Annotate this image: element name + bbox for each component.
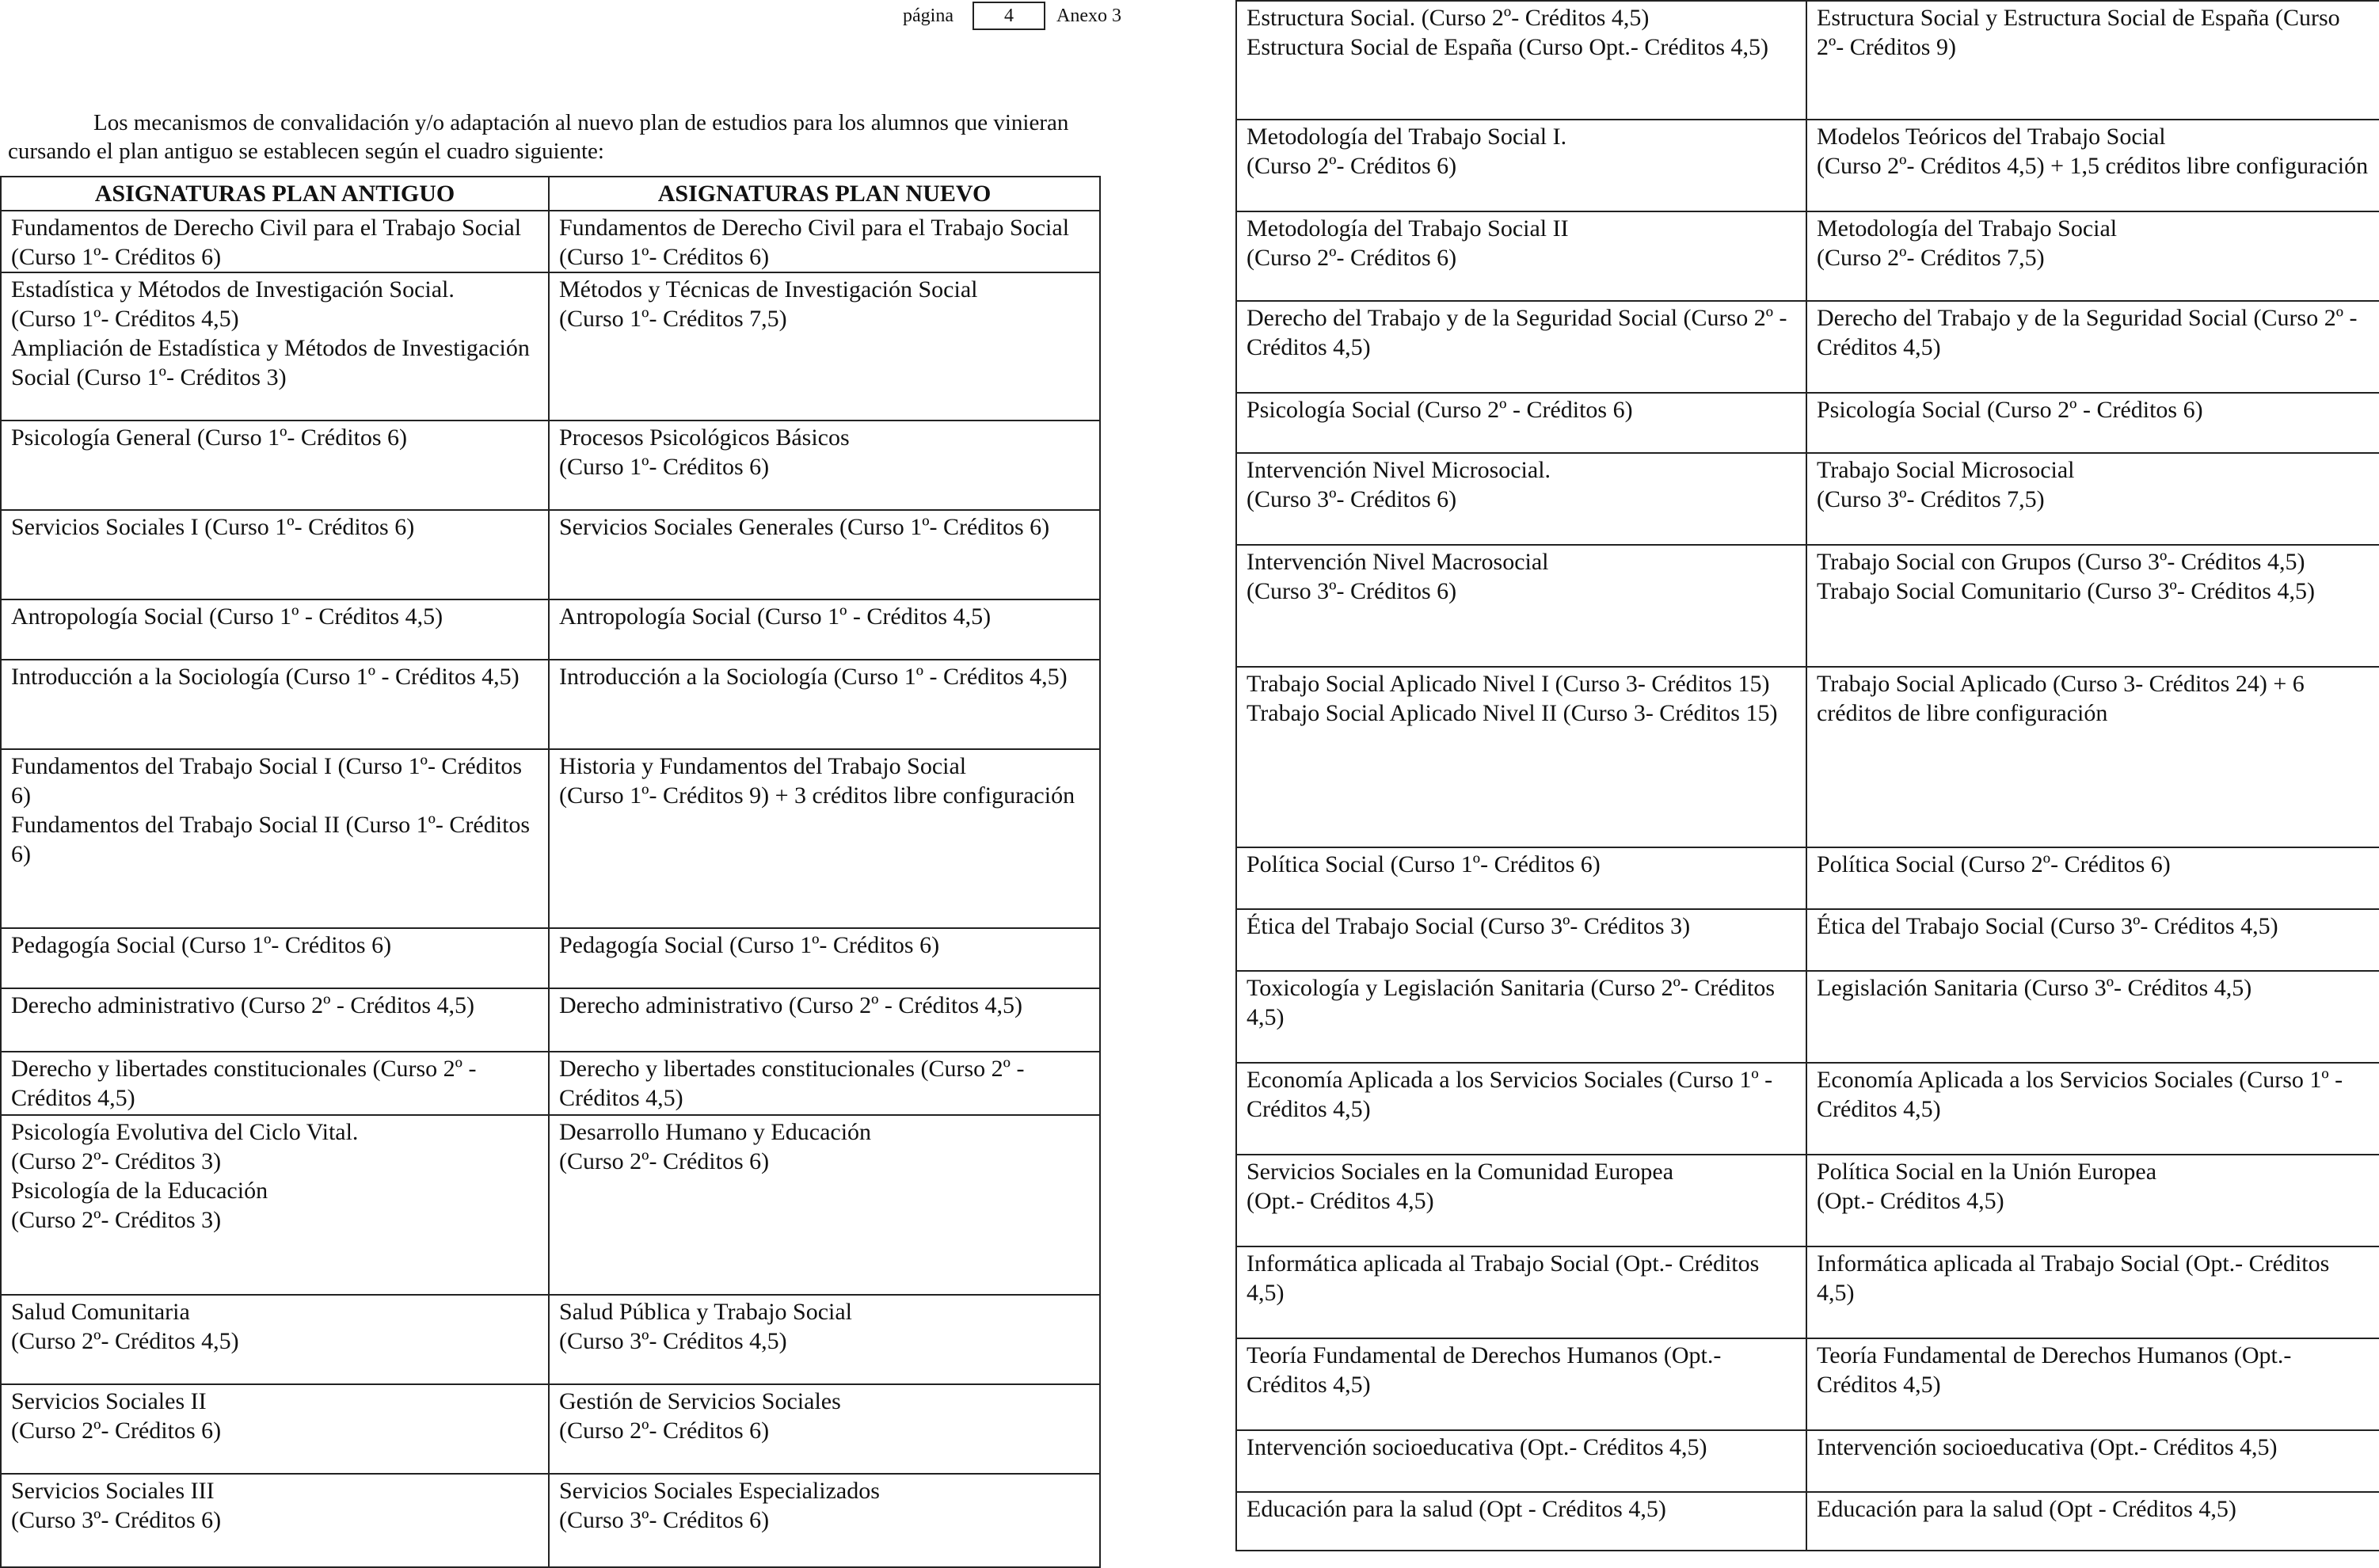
table-row bbox=[1, 988, 1100, 1052]
cell-line: (Curso 3º- Créditos 6) bbox=[11, 1507, 222, 1533]
table-row bbox=[1, 421, 1100, 510]
table-row bbox=[1236, 393, 2379, 453]
cell-line: Servicios Sociales Especializados bbox=[559, 1478, 880, 1504]
new-subject-cell bbox=[1806, 1246, 2379, 1338]
cell-line: Psicología de la Educación bbox=[11, 1178, 268, 1204]
right-conversion-table bbox=[1235, 0, 2379, 1551]
cell-line: Intervención socioeducativa (Opt.- Créditos 4,5) bbox=[1247, 1434, 1707, 1460]
cell-line: Salud Pública y Trabajo Social bbox=[559, 1299, 852, 1325]
cell-line: (Curso 3º- Créditos 6) bbox=[1247, 578, 1457, 604]
cell-line: Derecho del Trabajo y de la Seguridad Social (Curso 2º - Créditos 4,5) bbox=[1247, 305, 1787, 360]
cell-line: Antropología Social (Curso 1º - Créditos 4,5) bbox=[11, 603, 443, 630]
cell-line: Metodología del Trabajo Social bbox=[1817, 215, 2118, 242]
table-row bbox=[1236, 1, 2379, 120]
old-subject-cell bbox=[1, 1474, 549, 1567]
table-row bbox=[1236, 667, 2379, 847]
pagina-label: página bbox=[903, 5, 954, 26]
cell-line: Servicios Sociales Generales (Curso 1º- Créditos 6) bbox=[559, 514, 1050, 540]
cell-line: Derecho y libertades constitucionales (Curso 2º - Créditos 4,5) bbox=[559, 1056, 1025, 1111]
old-subject-cell bbox=[1236, 1155, 1806, 1246]
old-subject-cell bbox=[1236, 545, 1806, 667]
new-subject-cell bbox=[1806, 667, 2379, 847]
cell-line: Psicología Evolutiva del Ciclo Vital. bbox=[11, 1119, 359, 1145]
table-row bbox=[1236, 301, 2379, 393]
old-subject-cell bbox=[1, 660, 549, 749]
cell-line: Estructura Social y Estructura Social de España (Curso 2º- Créditos 9) bbox=[1817, 5, 2340, 60]
cell-line: Toxicología y Legislación Sanitaria (Curso 2º- Créditos 4,5) bbox=[1247, 975, 1776, 1030]
cell-line: Trabajo Social Aplicado Nivel I (Curso 3- Créditos 15) bbox=[1247, 671, 1770, 697]
table-row bbox=[1, 749, 1100, 928]
old-subject-cell bbox=[1236, 909, 1806, 971]
cell-line: (Curso 2º- Créditos 6) bbox=[1247, 245, 1457, 271]
table-row bbox=[1236, 545, 2379, 667]
old-subject-cell bbox=[1236, 667, 1806, 847]
new-subject-cell bbox=[549, 749, 1100, 928]
cell-line: Servicios Sociales en la Comunidad Europea bbox=[1247, 1159, 1674, 1185]
old-subject-cell bbox=[1, 599, 549, 660]
cell-line: (Curso 3º- Créditos 6) bbox=[1247, 486, 1457, 512]
cell-line: Metodología del Trabajo Social I. bbox=[1247, 124, 1567, 150]
new-subject-cell bbox=[549, 211, 1100, 272]
table-row bbox=[1, 272, 1100, 421]
old-subject-cell bbox=[1236, 453, 1806, 545]
cell-line: Antropología Social (Curso 1º - Créditos 4,5) bbox=[559, 603, 992, 630]
cell-line: Educación para la salud (Opt - Créditos 4,5) bbox=[1817, 1496, 2236, 1522]
cell-line: (Curso 2º- Créditos 4,5) bbox=[11, 1328, 239, 1354]
old-subject-cell bbox=[1, 510, 549, 599]
new-subject-cell bbox=[549, 1115, 1100, 1295]
old-subject-cell bbox=[1, 988, 549, 1052]
new-subject-cell bbox=[549, 1295, 1100, 1384]
cell-line: (Curso 2º- Créditos 6) bbox=[559, 1148, 770, 1174]
cell-line: (Curso 3º- Créditos 6) bbox=[559, 1507, 770, 1533]
cell-line: Trabajo Social con Grupos (Curso 3º- Créditos 4,5) bbox=[1817, 549, 2305, 575]
cell-line: Pedagogía Social (Curso 1º- Créditos 6) bbox=[11, 932, 392, 958]
old-subject-cell bbox=[1236, 847, 1806, 909]
old-subject-cell bbox=[1, 928, 549, 988]
old-subject-cell bbox=[1236, 1063, 1806, 1155]
cell-line: (Curso 1º- Créditos 7,5) bbox=[559, 306, 787, 332]
new-subject-cell bbox=[1806, 211, 2379, 301]
old-subject-cell bbox=[1, 211, 549, 272]
cell-line: Informática aplicada al Trabajo Social (Opt.- Créditos 4,5) bbox=[1247, 1250, 1760, 1306]
header-new-plan: ASIGNATURAS PLAN NUEVO bbox=[549, 177, 1100, 211]
table-row bbox=[1, 1052, 1100, 1115]
left-table-body bbox=[1, 211, 1100, 1567]
table-row bbox=[1, 1474, 1100, 1567]
cell-line: Política Social (Curso 2º- Créditos 6) bbox=[1817, 851, 2171, 877]
cell-line: (Curso 3º- Créditos 7,5) bbox=[1817, 486, 2045, 512]
cell-line: (Curso 2º- Créditos 7,5) bbox=[1817, 245, 2045, 271]
old-subject-cell bbox=[1, 749, 549, 928]
cell-line: Estructura Social de España (Curso Opt.- Créditos 4,5) bbox=[1247, 34, 1769, 60]
cell-line: Procesos Psicológicos Básicos bbox=[559, 424, 850, 451]
new-subject-cell bbox=[549, 599, 1100, 660]
cell-line: (Curso 2º- Créditos 3) bbox=[11, 1207, 222, 1233]
new-subject-cell bbox=[1806, 1338, 2379, 1430]
table-row bbox=[1236, 1338, 2379, 1430]
new-subject-cell bbox=[1806, 393, 2379, 453]
new-subject-cell bbox=[549, 421, 1100, 510]
cell-line: Teoría Fundamental de Derechos Humanos (Opt.- Créditos 4,5) bbox=[1247, 1342, 1722, 1398]
cell-line: Ética del Trabajo Social (Curso 3º- Créditos 4,5) bbox=[1817, 913, 2278, 939]
new-subject-cell bbox=[1806, 1430, 2379, 1492]
cell-line: Teoría Fundamental de Derechos Humanos (Opt.- Créditos 4,5) bbox=[1817, 1342, 2292, 1398]
page-header bbox=[903, 0, 1121, 32]
cell-line: (Curso 1º- Créditos 9) + 3 créditos libre configuración bbox=[559, 782, 1075, 809]
header-old-plan: ASIGNATURAS PLAN ANTIGUO bbox=[1, 177, 549, 211]
table-row bbox=[1, 1384, 1100, 1474]
cell-line: Estructura Social. (Curso 2º- Créditos 4,5) bbox=[1247, 5, 1650, 31]
table-row bbox=[1236, 211, 2379, 301]
new-subject-cell bbox=[1806, 120, 2379, 211]
cell-line: (Curso 3º- Créditos 4,5) bbox=[559, 1328, 787, 1354]
new-subject-cell bbox=[1806, 453, 2379, 545]
cell-line: Trabajo Social Comunitario (Curso 3º- Créditos 4,5) bbox=[1817, 578, 2315, 604]
cell-line: Política Social en la Unión Europea bbox=[1817, 1159, 2157, 1185]
cell-line: Economía Aplicada a los Servicios Sociales (Curso 1º - Créditos 4,5) bbox=[1247, 1067, 1773, 1122]
new-subject-cell bbox=[1806, 545, 2379, 667]
cell-line: Fundamentos de Derecho Civil para el Trabajo Social (Curso 1º- Créditos 6) bbox=[11, 215, 522, 270]
page-number: 4 bbox=[973, 2, 1045, 30]
old-subject-cell bbox=[1236, 393, 1806, 453]
cell-line: Derecho del Trabajo y de la Seguridad Social (Curso 2º - Créditos 4,5) bbox=[1817, 305, 2358, 360]
table-row bbox=[1, 660, 1100, 749]
cell-line: (Curso 2º- Créditos 6) bbox=[559, 1418, 770, 1444]
table-row bbox=[1236, 1246, 2379, 1338]
cell-line: Trabajo Social Microsocial bbox=[1817, 457, 2075, 483]
cell-line: Psicología Social (Curso 2º - Créditos 6) bbox=[1817, 397, 2203, 423]
cell-line: Métodos y Técnicas de Investigación Social bbox=[559, 276, 978, 303]
old-subject-cell bbox=[1, 421, 549, 510]
new-subject-cell bbox=[549, 660, 1100, 749]
new-subject-cell bbox=[1806, 301, 2379, 393]
old-subject-cell bbox=[1236, 1338, 1806, 1430]
new-subject-cell bbox=[549, 988, 1100, 1052]
right-table-body bbox=[1236, 1, 2379, 1551]
cell-line: (Opt.- Créditos 4,5) bbox=[1817, 1188, 2004, 1214]
cell-line: Economía Aplicada a los Servicios Sociales (Curso 1º - Créditos 4,5) bbox=[1817, 1067, 2343, 1122]
table-row bbox=[1, 928, 1100, 988]
annex-label: Anexo 3 bbox=[1056, 5, 1121, 26]
table-row bbox=[1236, 909, 2379, 971]
table-header-row bbox=[1, 177, 1100, 211]
cell-line: Psicología General (Curso 1º- Créditos 6) bbox=[11, 424, 408, 451]
cell-line: Legislación Sanitaria (Curso 3º- Créditos 4,5) bbox=[1817, 975, 2252, 1001]
new-subject-cell bbox=[1806, 971, 2379, 1063]
cell-line: Trabajo Social Aplicado (Curso 3- Créditos 24) + 6 créditos de libre configuración bbox=[1817, 671, 2305, 726]
cell-line: Informática aplicada al Trabajo Social (Opt.- Créditos 4,5) bbox=[1817, 1250, 2330, 1306]
old-subject-cell bbox=[1236, 1492, 1806, 1551]
old-subject-cell bbox=[1236, 211, 1806, 301]
old-subject-cell bbox=[1, 272, 549, 421]
cell-line: Fundamentos del Trabajo Social I (Curso 1º- Créditos 6) bbox=[11, 753, 523, 809]
new-subject-cell bbox=[549, 1474, 1100, 1567]
cell-line: Derecho administrativo (Curso 2º - Créditos 4,5) bbox=[11, 992, 475, 1018]
new-subject-cell bbox=[1806, 1155, 2379, 1246]
new-subject-cell bbox=[1806, 1492, 2379, 1551]
new-subject-cell bbox=[549, 1384, 1100, 1474]
table-row bbox=[1, 1115, 1100, 1295]
cell-line: (Curso 1º- Créditos 4,5) bbox=[11, 306, 239, 332]
left-conversion-table bbox=[0, 176, 1101, 1568]
cell-line: Derecho administrativo (Curso 2º - Créditos 4,5) bbox=[559, 992, 1023, 1018]
cell-line: Desarrollo Humano y Educación bbox=[559, 1119, 872, 1145]
cell-line: Pedagogía Social (Curso 1º- Créditos 6) bbox=[559, 932, 940, 958]
cell-line: Psicología Social (Curso 2º - Créditos 6) bbox=[1247, 397, 1633, 423]
cell-line: Ampliación de Estadística y Métodos de Investigación Social (Curso 1º- Créditos 3) bbox=[11, 335, 530, 390]
cell-line: (Curso 2º- Créditos 6) bbox=[1247, 153, 1457, 179]
cell-line: Modelos Teóricos del Trabajo Social bbox=[1817, 124, 2166, 150]
new-subject-cell bbox=[549, 510, 1100, 599]
cell-line: Servicios Sociales III bbox=[11, 1478, 215, 1504]
new-subject-cell bbox=[1806, 847, 2379, 909]
cell-line: Fundamentos del Trabajo Social II (Curso 1º- Créditos 6) bbox=[11, 812, 531, 867]
table-row bbox=[1, 1295, 1100, 1384]
cell-line: (Opt.- Créditos 4,5) bbox=[1247, 1188, 1434, 1214]
intro-paragraph: Los mecanismos de convalidación y/o adaptación al nuevo plan de estudios para los alumnos que vinieran cursando el plan antiguo se establecen según el cuadro siguiente: bbox=[8, 110, 1069, 164]
cell-line: Historia y Fundamentos del Trabajo Social bbox=[559, 753, 967, 779]
old-subject-cell bbox=[1236, 301, 1806, 393]
cell-line: Política Social (Curso 1º- Créditos 6) bbox=[1247, 851, 1601, 877]
cell-line: (Curso 1º- Créditos 6) bbox=[559, 454, 770, 480]
cell-line: Intervención Nivel Macrosocial bbox=[1247, 549, 1549, 575]
table-row bbox=[1236, 1063, 2379, 1155]
old-subject-cell bbox=[1236, 971, 1806, 1063]
cell-line: Introducción a la Sociología (Curso 1º - Créditos 4,5) bbox=[559, 664, 1068, 690]
cell-line: (Curso 2º- Créditos 3) bbox=[11, 1148, 222, 1174]
old-subject-cell bbox=[1, 1295, 549, 1384]
table-row bbox=[1236, 1492, 2379, 1551]
new-subject-cell bbox=[1806, 909, 2379, 971]
cell-line: Educación para la salud (Opt - Créditos 4,5) bbox=[1247, 1496, 1666, 1522]
cell-line: Trabajo Social Aplicado Nivel II (Curso 3- Créditos 15) bbox=[1247, 700, 1778, 726]
cell-line: Derecho y libertades constitucionales (Curso 2º - Créditos 4,5) bbox=[11, 1056, 477, 1111]
cell-line: Intervención socioeducativa (Opt.- Créditos 4,5) bbox=[1817, 1434, 2278, 1460]
cell-line: Salud Comunitaria bbox=[11, 1299, 190, 1325]
old-subject-cell bbox=[1, 1115, 549, 1295]
old-subject-cell bbox=[1236, 1246, 1806, 1338]
new-subject-cell bbox=[549, 928, 1100, 988]
table-row bbox=[1236, 1430, 2379, 1492]
table-row bbox=[1, 599, 1100, 660]
new-subject-cell bbox=[549, 1052, 1100, 1115]
cell-line: Ética del Trabajo Social (Curso 3º- Créditos 3) bbox=[1247, 913, 1691, 939]
old-subject-cell bbox=[1, 1384, 549, 1474]
new-subject-cell bbox=[549, 272, 1100, 421]
table-row bbox=[1, 510, 1100, 599]
old-subject-cell bbox=[1, 1052, 549, 1115]
old-subject-cell bbox=[1236, 120, 1806, 211]
cell-line: Introducción a la Sociología (Curso 1º - Créditos 4,5) bbox=[11, 664, 520, 690]
table-row bbox=[1236, 120, 2379, 211]
table-row bbox=[1236, 453, 2379, 545]
cell-line: Servicios Sociales II bbox=[11, 1388, 207, 1414]
cell-line: Metodología del Trabajo Social II bbox=[1247, 215, 1569, 242]
cell-line: Gestión de Servicios Sociales bbox=[559, 1388, 841, 1414]
cell-line: Estadística y Métodos de Investigación Social. bbox=[11, 276, 455, 303]
cell-line: (Curso 2º- Créditos 4,5) + 1,5 créditos libre configuración bbox=[1817, 153, 2369, 179]
table-row bbox=[1236, 971, 2379, 1063]
new-subject-cell bbox=[1806, 1063, 2379, 1155]
old-subject-cell bbox=[1236, 1, 1806, 120]
table-row bbox=[1236, 847, 2379, 909]
cell-line: Servicios Sociales I (Curso 1º- Créditos 6) bbox=[11, 514, 415, 540]
table-row bbox=[1236, 1155, 2379, 1246]
old-subject-cell bbox=[1236, 1430, 1806, 1492]
cell-line: Fundamentos de Derecho Civil para el Trabajo Social (Curso 1º- Créditos 6) bbox=[559, 215, 1070, 270]
new-subject-cell bbox=[1806, 1, 2379, 120]
cell-line: Intervención Nivel Microsocial. bbox=[1247, 457, 1551, 483]
table-row bbox=[1, 211, 1100, 272]
cell-line: (Curso 2º- Créditos 6) bbox=[11, 1418, 222, 1444]
